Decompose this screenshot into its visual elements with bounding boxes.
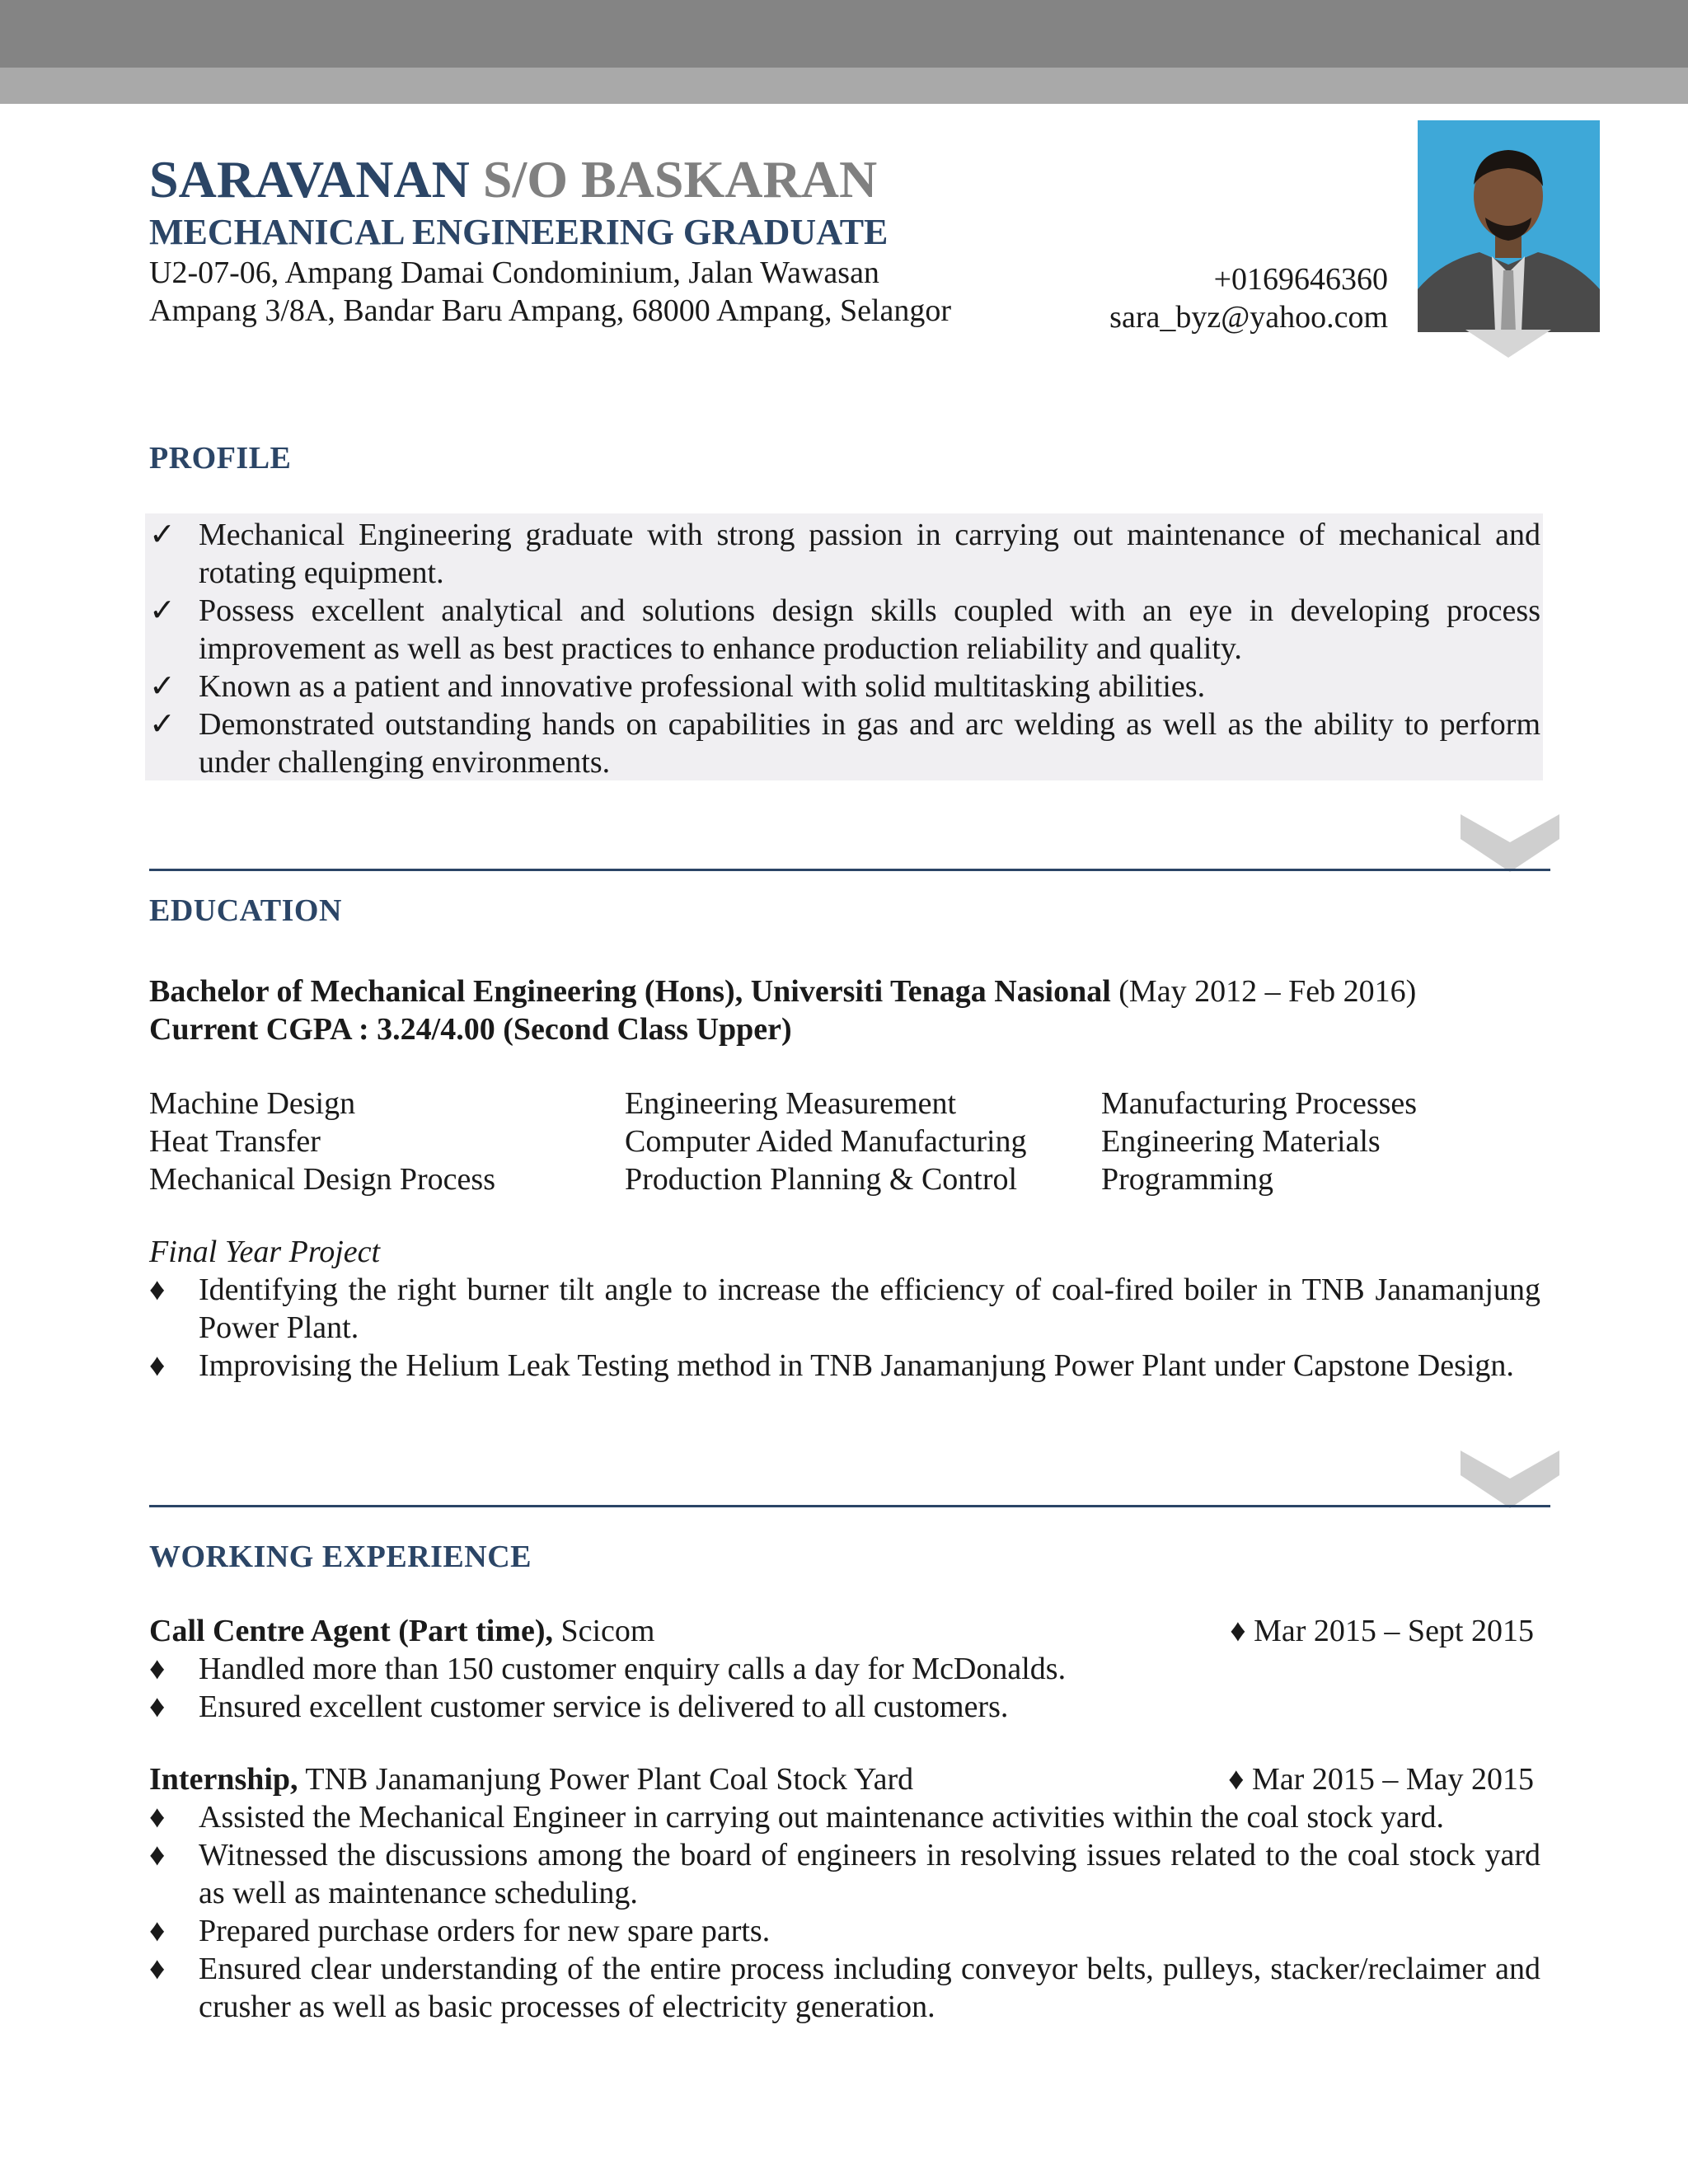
section-heading-profile: PROFILE — [149, 441, 292, 476]
course-item: Computer Aided Manufacturing — [625, 1124, 1027, 1159]
job-company: TNB Janamanjung Power Plant Coal Stock Yard — [305, 1762, 914, 1797]
diamond-bullet-icon: ♦ — [149, 1914, 166, 1948]
list-item — [149, 668, 1540, 705]
candidate-name — [149, 147, 877, 213]
list-item — [149, 1798, 1540, 1836]
diamond-bullet-icon: ♦ — [149, 1838, 166, 1872]
duty-text: Handled more than 150 customer enquiry calls a day for McDonalds. — [199, 1652, 1067, 1686]
course-item: Engineering Materials — [1101, 1124, 1381, 1159]
profile-list — [149, 516, 1540, 781]
section-heading-education: EDUCATION — [149, 893, 342, 928]
chevron-down-icon — [1461, 814, 1559, 872]
list-item — [149, 1912, 1540, 1950]
list-item — [149, 1950, 1540, 2026]
profile-item-text: Possess excellent analytical and solutions design skills coupled with an eye in developing process improvement as well as best practices to enhance production reliability and quality. — [199, 593, 1540, 666]
phone-number: +0169646360 — [1213, 262, 1388, 297]
section-divider — [149, 869, 1550, 871]
name-first: SARAVANAN — [149, 150, 470, 209]
fyp-list — [149, 1271, 1540, 1385]
job-duties-list — [149, 1798, 1540, 2026]
courses-column-1 — [149, 1085, 495, 1198]
degree-period: (May 2012 – Feb 2016) — [1118, 974, 1417, 1009]
section-divider — [149, 1505, 1550, 1507]
list-item — [149, 705, 1540, 781]
diamond-bullet-icon: ♦ — [149, 1272, 166, 1307]
courses-column-3 — [1101, 1085, 1417, 1198]
degree-name: Bachelor of Mechanical Engineering (Hons), Universiti Tenaga Nasional — [149, 974, 1111, 1009]
address-line-2: Ampang 3/8A, Bandar Baru Ampang, 68000 Ampang, Selangor — [149, 293, 952, 328]
chevron-down-icon — [1461, 1451, 1559, 1508]
degree-line — [149, 972, 1416, 1010]
photo-pointer-decoration — [1465, 330, 1551, 358]
email-address: sara_byz@yahoo.com — [1109, 300, 1388, 335]
list-item — [149, 1650, 1540, 1688]
checkmark-icon: ✓ — [149, 593, 176, 628]
fyp-item-text: Improvising the Helium Leak Testing method in TNB Janamanjung Power Plant under Capstone Design. — [199, 1348, 1514, 1383]
checkmark-icon: ✓ — [149, 669, 176, 704]
job-company: Scicom — [560, 1614, 655, 1648]
job-title: MECHANICAL ENGINEERING GRADUATE — [149, 212, 889, 252]
course-item: Production Planning & Control — [625, 1162, 1018, 1197]
profile-photo — [1418, 120, 1600, 332]
job-role: Internship, — [149, 1762, 298, 1797]
course-item: Engineering Measurement — [625, 1086, 957, 1121]
fyp-item-text: Identifying the right burner tilt angle to increase the efficiency of coal-fired boiler in TNB Janamanjung Power Plant. — [199, 1272, 1540, 1345]
profile-item-text: Mechanical Engineering graduate with strong passion in carrying out maintenance of mechanical and rotating equipment. — [199, 518, 1540, 590]
address-line-1: U2-07-06, Ampang Damai Condominium, Jalan Wawasan — [149, 255, 879, 290]
job-title-line — [149, 1760, 913, 1798]
diamond-bullet-icon: ♦ — [149, 1800, 166, 1835]
checkmark-icon: ✓ — [149, 518, 176, 552]
list-item — [149, 516, 1540, 592]
diamond-bullet-icon: ♦ — [149, 1952, 166, 1986]
job-role: Call Centre Agent (Part time), — [149, 1614, 553, 1648]
profile-item-text: Demonstrated outstanding hands on capabilities in gas and arc welding as well as the ability to perform under challenging environments. — [199, 707, 1540, 780]
duty-text: Ensured clear understanding of the entire process including conveyor belts, pulleys, stacker/reclaimer and crusher as well as basic processes of electricity generation. — [199, 1952, 1540, 2024]
course-item: Programming — [1101, 1162, 1273, 1197]
course-item: Heat Transfer — [149, 1124, 321, 1159]
duty-text: Prepared purchase orders for new spare parts. — [199, 1914, 771, 1948]
header-band-dark — [0, 0, 1688, 68]
courses-column-2 — [625, 1085, 1027, 1198]
course-item: Mechanical Design Process — [149, 1162, 495, 1197]
section-heading-experience: WORKING EXPERIENCE — [149, 1540, 532, 1574]
job-title-line — [149, 1612, 654, 1650]
list-item — [149, 1271, 1540, 1347]
job-period: ♦ Mar 2015 – May 2015 — [1228, 1762, 1534, 1797]
duty-text: Ensured excellent customer service is delivered to all customers. — [199, 1690, 1009, 1724]
job-duties-list — [149, 1650, 1540, 1726]
cgpa: Current CGPA : 3.24/4.00 (Second Class Upper) — [149, 1012, 792, 1047]
name-last: S/O BASKARAN — [482, 150, 878, 209]
duty-text: Assisted the Mechanical Engineer in carrying out maintenance activities within the coal stock yard. — [199, 1800, 1445, 1835]
diamond-bullet-icon: ♦ — [149, 1652, 166, 1686]
profile-item-text: Known as a patient and innovative professional with solid multitasking abilities. — [199, 669, 1206, 704]
duty-text: Witnessed the discussions among the board of engineers in resolving issues related to the coal stock yard as well as maintenance scheduling. — [199, 1838, 1540, 1910]
list-item — [149, 1688, 1540, 1726]
diamond-bullet-icon: ♦ — [149, 1690, 166, 1724]
fyp-label: Final Year Project — [149, 1235, 381, 1269]
diamond-bullet-icon: ♦ — [149, 1348, 166, 1383]
job-period: ♦ Mar 2015 – Sept 2015 — [1230, 1614, 1534, 1648]
course-item: Machine Design — [149, 1086, 356, 1121]
header-band-light — [0, 68, 1688, 104]
course-item: Manufacturing Processes — [1101, 1086, 1418, 1121]
list-item — [149, 1347, 1540, 1385]
list-item — [149, 1836, 1540, 1912]
checkmark-icon: ✓ — [149, 707, 176, 742]
list-item — [149, 592, 1540, 668]
